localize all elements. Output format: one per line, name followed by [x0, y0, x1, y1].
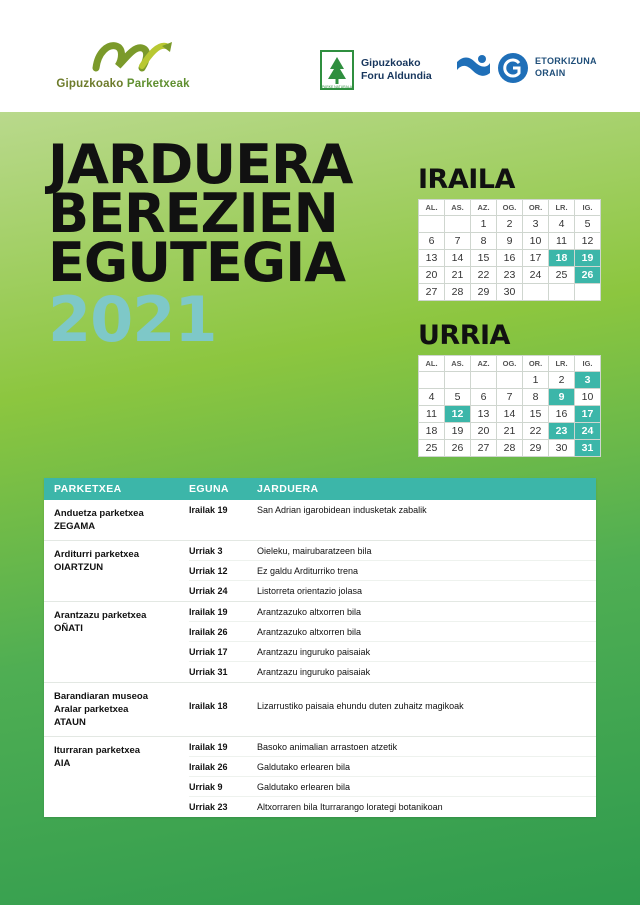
table-row — [44, 541, 596, 602]
day-cell: 16 — [549, 406, 575, 423]
day-cell: 21 — [497, 423, 523, 440]
weekday-cell: AL. — [419, 200, 445, 216]
activity-row — [189, 642, 596, 662]
activity-row — [189, 683, 596, 729]
calendar-week-row — [419, 406, 601, 423]
svg-text:PARKE NATURALA: PARKE NATURALA — [321, 85, 353, 89]
day-cell — [497, 372, 523, 389]
parketxea-name: Iturraran parketxea — [54, 745, 141, 756]
day-cell: 16 — [497, 250, 523, 267]
day-cell-highlighted: 31 — [575, 440, 601, 457]
activity-row — [189, 581, 596, 601]
gfa-line-2: Foru Aldundia — [361, 70, 432, 82]
activity-date: Irailak 26 — [189, 626, 228, 637]
parketxea-town: OIARTZUN — [54, 562, 104, 573]
weekday-cell: OG. — [497, 200, 523, 216]
calendar-iraila-weekday-row — [419, 200, 601, 216]
day-cell: 23 — [497, 267, 523, 284]
day-cell — [419, 372, 445, 389]
day-cell-highlighted: 12 — [445, 406, 471, 423]
tree-badge-icon — [320, 50, 354, 90]
activity-date: Urriak 12 — [189, 565, 228, 576]
activity-date: Urriak 17 — [189, 646, 228, 657]
activity-name: Arantzazuko altxorren bila — [257, 606, 362, 617]
day-cell: 1 — [471, 216, 497, 233]
day-cell-highlighted: 9 — [549, 389, 575, 406]
weekday-cell: OR. — [523, 356, 549, 372]
calendar-iraila-name: IRAILA — [418, 164, 515, 195]
day-cell — [445, 216, 471, 233]
day-cell: 18 — [419, 423, 445, 440]
parketxea-cell — [44, 541, 189, 601]
calendar-week-row — [419, 440, 601, 457]
parketxeak-logo-caption — [38, 78, 208, 90]
day-cell-highlighted: 18 — [549, 250, 575, 267]
calendar-week-row — [419, 250, 601, 267]
parketxea-town: OÑATI — [54, 623, 83, 634]
activity-name: Lizarrustiko paisaia ehundu duten zuhaitz magikoak — [257, 701, 464, 711]
title-line-2: BEREZIEN — [48, 182, 338, 245]
calendar-week-row — [419, 389, 601, 406]
calendar-week-row — [419, 233, 601, 250]
day-cell: 1 — [523, 372, 549, 389]
activity-date: Irailak 19 — [189, 741, 228, 752]
poster-title — [48, 133, 428, 356]
day-cell: 6 — [419, 233, 445, 250]
day-cell — [471, 372, 497, 389]
activity-row — [189, 757, 596, 777]
gipuzkoako-foru-aldundia-logo — [320, 50, 432, 90]
day-cell: 20 — [419, 267, 445, 284]
day-cell: 13 — [471, 406, 497, 423]
activity-name: Galdutako erlearen bila — [257, 761, 351, 772]
title-year: 2021 — [48, 283, 217, 356]
day-cell: 28 — [497, 440, 523, 457]
calendar-urria-name: URRIA — [418, 320, 510, 351]
day-cell: 3 — [523, 216, 549, 233]
parketxea-name: Arditurri parketxea — [54, 549, 140, 560]
table-row — [44, 500, 596, 541]
calendar-urria-weekday-row — [419, 356, 601, 372]
activity-name: Ez galdu Arditurriko trena — [257, 565, 359, 576]
weekday-cell: IG. — [575, 356, 601, 372]
day-cell: 21 — [445, 267, 471, 284]
activity-date: Irailak 18 — [189, 701, 228, 711]
day-cell: 7 — [445, 233, 471, 250]
calendar-week-row — [419, 267, 601, 284]
gfa-logo-text — [361, 57, 432, 83]
calendar-urria-grid — [418, 355, 601, 457]
day-cell: 8 — [523, 389, 549, 406]
day-cell: 11 — [419, 406, 445, 423]
header-band — [0, 0, 640, 112]
activity-row — [189, 662, 596, 682]
activity-row — [189, 561, 596, 581]
day-cell: 30 — [497, 284, 523, 301]
activities-table-header — [44, 478, 596, 500]
day-cell: 11 — [549, 233, 575, 250]
day-cell: 5 — [575, 216, 601, 233]
activity-rows — [189, 541, 596, 601]
day-cell — [575, 284, 601, 301]
day-cell: 17 — [523, 250, 549, 267]
activity-date: Irailak 19 — [189, 606, 228, 617]
activity-name: Oieleku, mairubaratzeen bila — [257, 545, 372, 556]
day-cell — [549, 284, 575, 301]
weekday-cell: IG. — [575, 200, 601, 216]
day-cell: 7 — [497, 389, 523, 406]
day-cell: 28 — [445, 284, 471, 301]
activity-date: Urriak 3 — [189, 545, 223, 556]
column-header-parketxea: PARKETXEA — [54, 483, 122, 495]
day-cell — [419, 216, 445, 233]
day-cell: 22 — [471, 267, 497, 284]
activity-rows — [189, 683, 596, 736]
calendar-iraila-grid — [418, 199, 601, 301]
day-cell-highlighted: 26 — [575, 267, 601, 284]
calendar-week-row — [419, 284, 601, 301]
parketxea-town: ATAUN — [54, 717, 86, 728]
parketxea-name: Aralar parketxea — [54, 704, 129, 715]
activity-date: Urriak 9 — [189, 781, 223, 792]
activity-row — [189, 737, 596, 757]
weekday-cell: AS. — [445, 200, 471, 216]
day-cell — [445, 372, 471, 389]
day-cell: 14 — [445, 250, 471, 267]
day-cell-highlighted: 19 — [575, 250, 601, 267]
etorkizuna-orain-logo — [455, 52, 597, 84]
parketxea-cell — [44, 500, 189, 540]
activity-date: Urriak 24 — [189, 586, 228, 596]
calendar-urria — [418, 320, 600, 457]
parketxea-cell — [44, 602, 189, 682]
column-header-jarduera: JARDUERA — [257, 483, 319, 495]
day-cell: 10 — [575, 389, 601, 406]
circle-g-icon — [497, 52, 529, 84]
day-cell: 15 — [523, 406, 549, 423]
day-cell: 2 — [549, 372, 575, 389]
day-cell: 2 — [497, 216, 523, 233]
day-cell: 10 — [523, 233, 549, 250]
waves-icon — [455, 53, 491, 83]
activity-name: Galdutako erlearen bila — [257, 781, 351, 792]
activity-row — [189, 500, 596, 520]
etorkizuna-line-1: ETORKIZUNA — [535, 56, 597, 67]
activity-name: Arantzazuko altxorren bila — [257, 626, 362, 637]
activity-row — [189, 602, 596, 622]
activities-table — [44, 478, 596, 817]
calendar-week-row — [419, 372, 601, 389]
parketxea-cell — [44, 683, 189, 736]
parketxeak-caption-word1: Gipuzkoako — [56, 78, 124, 90]
day-cell-highlighted: 3 — [575, 372, 601, 389]
activity-rows — [189, 737, 596, 817]
activity-name: San Adrian igarobidean indusketak zabalik — [257, 505, 427, 515]
day-cell: 6 — [471, 389, 497, 406]
table-row — [44, 683, 596, 737]
day-cell: 19 — [445, 423, 471, 440]
gfa-line-1: Gipuzkoako — [361, 56, 421, 69]
day-cell: 4 — [419, 389, 445, 406]
weekday-cell: AZ. — [471, 356, 497, 372]
parketxeak-caption-word2: Parketxeak — [126, 78, 190, 90]
activity-row — [189, 777, 596, 797]
day-cell: 20 — [471, 423, 497, 440]
parketxea-town: ZEGAMA — [54, 521, 96, 532]
activity-date: Irailak 19 — [189, 505, 228, 515]
etorkizuna-logo-text — [535, 56, 597, 79]
activity-name: Listorreta orientazio jolasa — [257, 586, 363, 596]
activity-date: Urriak 31 — [189, 667, 228, 677]
day-cell: 9 — [497, 233, 523, 250]
activity-name: Basoko animalian arrastoen atzetik — [257, 741, 398, 752]
weekday-cell: AZ. — [471, 200, 497, 216]
day-cell: 27 — [419, 284, 445, 301]
day-cell-highlighted: 24 — [575, 423, 601, 440]
day-cell: 12 — [575, 233, 601, 250]
activity-row — [189, 541, 596, 561]
day-cell: 25 — [549, 267, 575, 284]
activity-name: Arantzazu inguruko paisaiak — [257, 667, 371, 677]
day-cell: 25 — [419, 440, 445, 457]
day-cell: 27 — [471, 440, 497, 457]
day-cell: 13 — [419, 250, 445, 267]
title-line-3: EGUTEGIA — [48, 231, 345, 294]
day-cell: 15 — [471, 250, 497, 267]
calendar-week-row — [419, 216, 601, 233]
day-cell: 24 — [523, 267, 549, 284]
day-cell: 29 — [471, 284, 497, 301]
activity-name: Arantzazu inguruko paisaiak — [257, 646, 371, 657]
activity-date: Urriak 23 — [189, 802, 228, 812]
day-cell-highlighted: 17 — [575, 406, 601, 423]
column-header-eguna: EGUNA — [189, 483, 229, 495]
activity-row — [189, 622, 596, 642]
gipuzkoako-parketxeak-logo — [38, 38, 208, 90]
title-line-1: JARDUERA — [48, 133, 353, 196]
activity-rows — [189, 500, 596, 540]
parketxea-cell — [44, 737, 189, 817]
parketxea-name: Arantzazu parketxea — [54, 610, 147, 621]
day-cell: 26 — [445, 440, 471, 457]
activity-row — [189, 797, 596, 817]
table-row — [44, 602, 596, 683]
day-cell — [523, 284, 549, 301]
day-cell: 14 — [497, 406, 523, 423]
activity-name: Altxorraren bila Iturrarango lorategi botanikoan — [257, 802, 443, 812]
table-row — [44, 737, 596, 817]
weekday-cell: AS. — [445, 356, 471, 372]
day-cell: 29 — [523, 440, 549, 457]
activity-rows — [189, 602, 596, 682]
weekday-cell: OG. — [497, 356, 523, 372]
weekday-cell: LR. — [549, 200, 575, 216]
day-cell: 8 — [471, 233, 497, 250]
day-cell-highlighted: 23 — [549, 423, 575, 440]
calendar-week-row — [419, 423, 601, 440]
parketxea-town: AIA — [54, 758, 71, 769]
weekday-cell: AL. — [419, 356, 445, 372]
day-cell: 5 — [445, 389, 471, 406]
day-cell: 4 — [549, 216, 575, 233]
day-cell: 30 — [549, 440, 575, 457]
activity-date: Irailak 26 — [189, 761, 228, 772]
day-cell: 22 — [523, 423, 549, 440]
weekday-cell: LR. — [549, 356, 575, 372]
parketxeak-mark-icon — [38, 38, 208, 74]
museum-name: Barandiaran museoa — [54, 691, 148, 702]
etorkizuna-line-2: ORAIN — [535, 68, 566, 78]
calendar-iraila — [418, 164, 600, 301]
parketxea-name: Anduetza parketxea — [54, 508, 144, 519]
weekday-cell: OR. — [523, 200, 549, 216]
